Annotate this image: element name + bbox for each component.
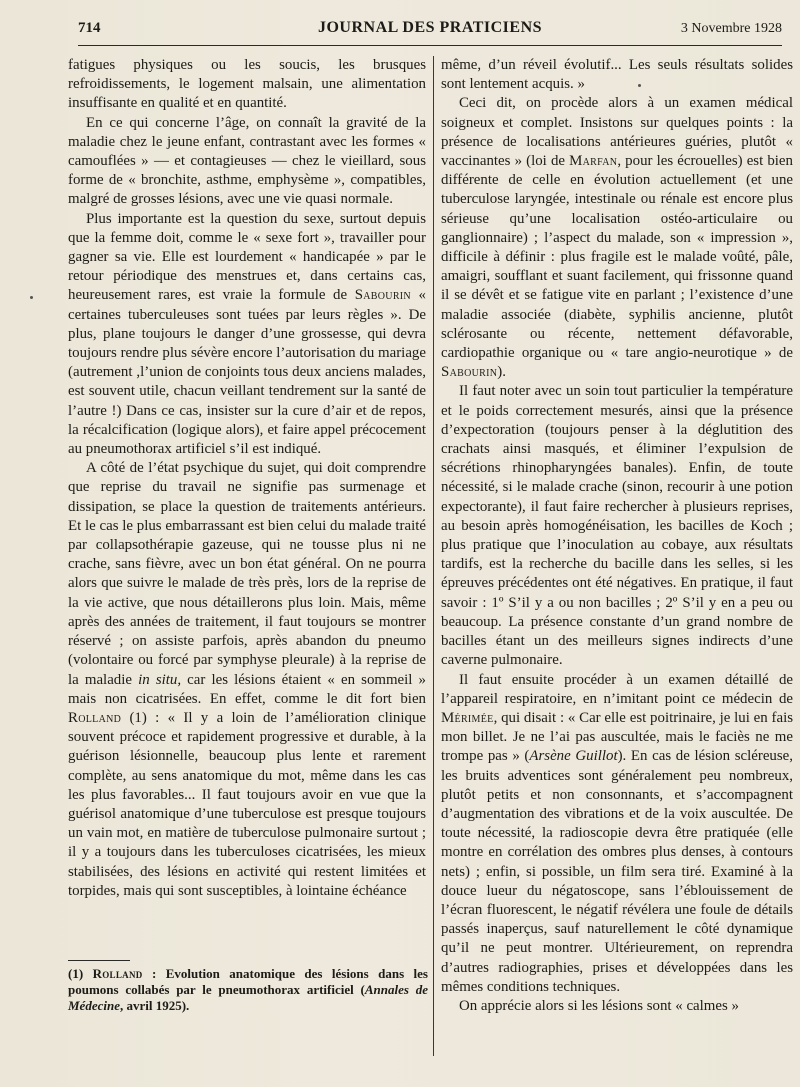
running-header (78, 18, 782, 40)
issue-date: 3 Novembre 1928 (680, 21, 782, 36)
print-speck (30, 296, 33, 299)
column-divider (433, 56, 434, 1056)
author-name: Marfan (569, 153, 618, 170)
text-run: ). En cas de lésion scléreuse, les bruits adventices sont généralement peu nombreux, plutôt petits et non consonnants, et s’accompagnent d’augmentation des vibrations et de la voix auscultée. De toute nécessité, la radioscopie devra être pratiquée (elle montre en corrélation des ombres plus denses, à contours nets) ; enfin, si possible, un film sera tiré. Examiné à la douce lueur du négatoscope, sans l’éblouissement de l’écran fluorescent, le négatif révélera une foule de détails passés inaperçus, sauf naturellement le côté dynamique qu’il ne peut montrer. Ultérieurement, on reprendra d’autres radiographies, prises et développées dans les mêmes conditions techniques. (441, 748, 794, 995)
text-run: , qui disait : « Car elle est poitrinaire, je lui en fais mon billet. Je ne l’ai pas auscultée, mais le faciès ne me trompe pas » ( (441, 709, 793, 765)
journal-citation: Annales de Médecine (68, 982, 429, 1013)
left-column (68, 56, 426, 901)
paragraph: fatigues physiques ou les soucis, les brusques refroidissements, le logement malsain, une alimentation insuffisante en qualité et en quantité. (68, 57, 426, 112)
footnote (68, 966, 428, 1014)
author-name: Sabourin (441, 364, 498, 381)
page-number: 714 (78, 20, 101, 36)
paragraph (441, 94, 793, 382)
journal-title: JOURNAL DES PRATICIENS (317, 19, 543, 36)
paragraph: Il faut noter avec un soin tout particulier la température et le poids correctement mesurés, ainsi que la présence d’expectoration (toujours penser à la déglutition des crachats ainsi masqués, et éliminer l’expulsion de sécrétions rhinopharyngées banales). Enfin, de toute nécessité, si le malade crache (sinon, recourir à une potion expectorante), il faut faire rechercher à plusieurs reprises, au besoin après homogénéisation, les bacilles de Koch ; plus pratique que l’inoculation au cobaye, aux résultats tardifs, est la recherche du bacille dans les selles, si les épreuves précédentes ont été négatives. En pratique, il faut savoir : 1º S’il y a ou non bacilles ; 2º S’il y en a peu ou beaucoup. La présence constante d’un grand nombre de bacilles étant un des meilleurs signes indirects d’une caverne pulmonaire. (441, 383, 793, 669)
text-run: A côté de l’état psychique du sujet, qui doit comprendre que reprise du travail ne signifie pas surmenage et dissipation, se place la question de traitements antérieurs. Et le cas le plus embarrassant est bien celui du malade traité par collapsothérapie gazeuse, qui ne tousse plus ni ne crache, sans fièvre, avec un bon état général. On ne pourra alors que suivre le malade de très près, lors de la reprise de la vie active, que nous détaillerons plus loin. Mais, même après des années de traitement, il faut toujours se montrer réservé ; on assiste parfois, après abandon du pneumo (volontaire ou forcé par symphyse pleurale) à la reprise de la maladie (68, 460, 426, 688)
text-run: car les lésions étaient « en sommeil » mais non cicatrisées. En effet, comme le dit fort bien (68, 671, 427, 707)
text-run: (1) : « Il y a loin de l’amélioration clinique souvent précoce et rapidement progressive et durable, à la guérison lésionnelle, beaucoup plus lente et rarement complète, au sens anatomique du mot, même dans les cas les plus favorables... Il faut toujours avoir en vue que la guérisol anatomique d’une tuberculose est presque toujours un vain mot, en matière de tuberculose pulmonaire surtout ; il y a toujours dans les tuberculoses cicatrisées, les mieux stabilisées, des lésions en activité qui restent limitées et torpides, mais qui sont susceptibles, à lointaine échéance (68, 709, 426, 899)
latin-term: in situ, (138, 671, 182, 688)
text-run: Il faut ensuite procéder à un examen détaillé de l’appareil respiratoire, en n’imitant point ce médecin de (441, 671, 793, 707)
paragraph (68, 459, 426, 901)
right-column (441, 56, 793, 1016)
text-run: , pour les écrouelles) est bien différente de celle en évolution actuellement (et une tuberculose laryngée, intestinale ou rénale est encore plus sérieuse qu’une localisation ostéo-articulaire ou ganglionnaire) ; l’aspect du malade, son « impression », difficile à définir : plus fragile est le malade voûté, pâle, amaigri, soufflant et suant facilement, qui frissonne quand il se dévêt et se fatigue vite en parlant ; l’existence d’une maladie associée (diabète, syphilis ancienne, plutôt sclérosante ou récente, nettement défavorable, cardiopathie organique ou « tare angio-neurotique » de (441, 153, 793, 362)
text-run: Ceci dit, on procède alors à un examen médical soigneux et complet. Insistons sur quelques points : la présence de localisations antérieures guéries, plutôt « vaccinantes » (loi de (441, 95, 793, 170)
paragraph: On apprécie alors si les lésions sont « calmes » (459, 997, 739, 1014)
print-speck (638, 84, 641, 87)
author-name: Mérimée (441, 709, 494, 726)
author-name: Sabourin (354, 287, 411, 304)
paragraph (68, 210, 426, 460)
text-run: ). (497, 364, 506, 381)
paragraph: même, d’un réveil évolutif... Les seuls résultats solides sont lentement acquis. » (441, 57, 793, 93)
text-run: : Evolution anatomique des lésions dans les poumons collabés par le pneumothorax artificiel ( (68, 966, 428, 997)
paragraph (441, 671, 793, 997)
header-rule (78, 45, 782, 46)
author-name: Rolland (92, 966, 143, 981)
text-run: Plus importante est la question du sexe, surtout depuis que la femme doit, comme le « sexe fort », travailler pour gagner sa vie. Elle est lourdement « handicapée » par le retour périodique des menstrues et, dans certains cas, heureusement rares, est vraie la formule de (68, 210, 426, 304)
text-run: « certaines tuberculeuses sont tuées par leurs règles ». De plus, plane toujours le danger d’une grossesse, qui devra toujours rendre plus sévère encore l’autorisation du mariage (autrement ,l’union de conjoints tous deux anciens malades, est souvent utile, chacun veillant tendrement sur la santé de l’autre !) Dans ce cas, insister sur la cure d’air et de repos, la récalcification (logique alors), et faire appel précocement au pneumothorax artificiel s’il est indiqué. (68, 287, 426, 458)
work-title: Arsène Guillot (529, 748, 618, 765)
footnote-rule (68, 960, 130, 961)
text-run: , avril 1925). (119, 998, 190, 1013)
paragraph: En ce qui concerne l’âge, on connaît la gravité de la maladie chez le jeune enfant, contrastant avec les formes « camouflées » — et contagieuses — chez le vieillard, sous forme de « bronchite, asthme, emphysème », compatibles, malgré de grosses lésions, avec une vie quasi normale. (68, 114, 426, 208)
footnote-marker: (1) (68, 966, 93, 981)
author-name: Rolland (68, 709, 122, 726)
